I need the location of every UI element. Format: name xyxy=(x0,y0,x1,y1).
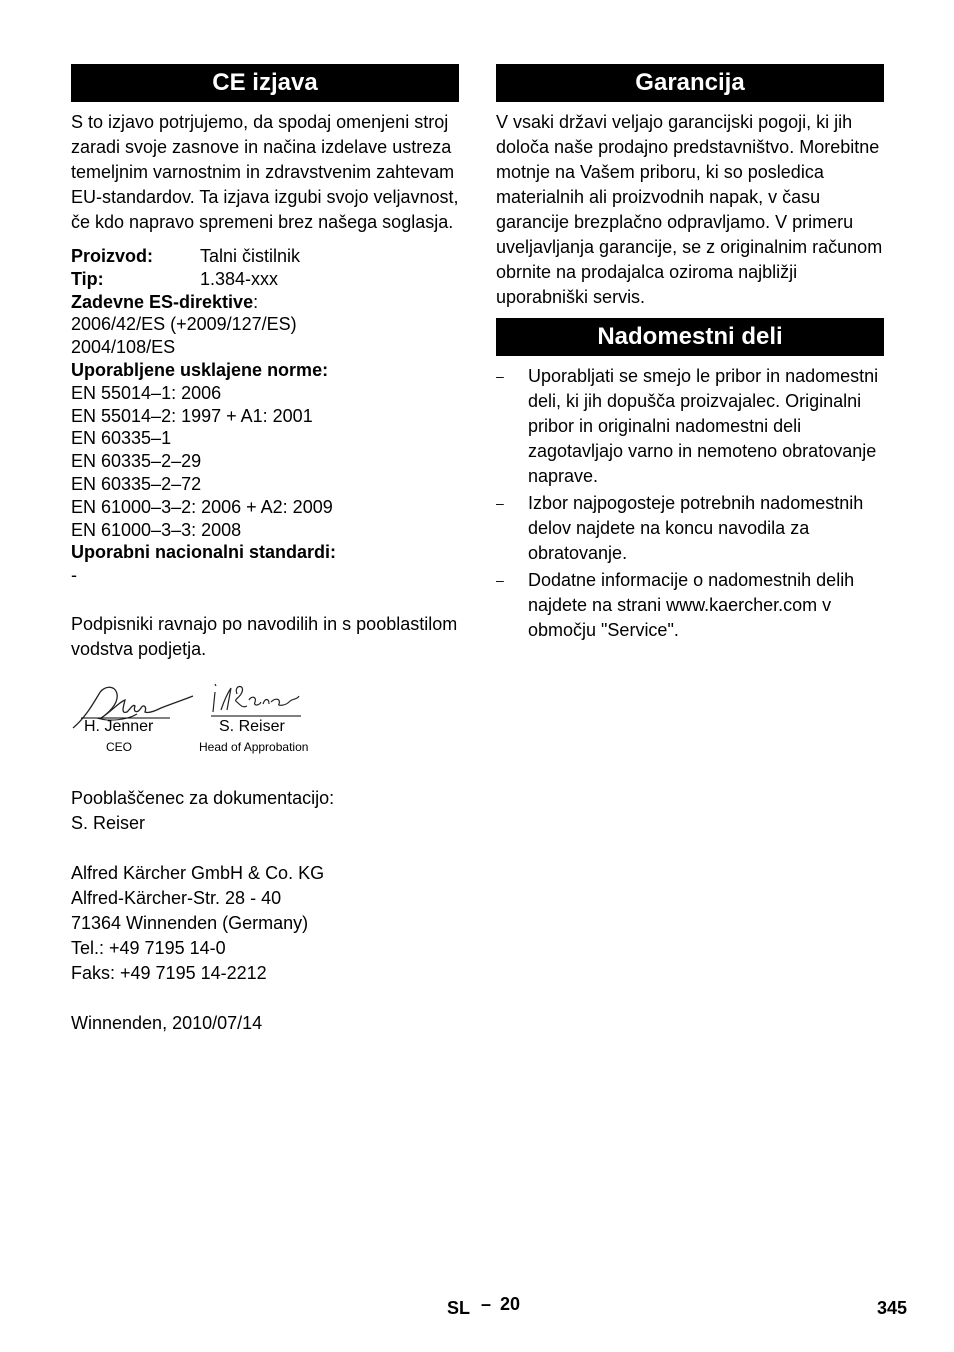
signature-block xyxy=(71,674,459,776)
norm-item: EN 55014–2: 1997 + A1: 2001 xyxy=(71,405,313,426)
signer-title-ceo: CEO xyxy=(106,739,133,754)
list-item xyxy=(496,568,884,643)
product-label: Proizvod: xyxy=(71,246,154,266)
warranty-heading: Garancija xyxy=(496,64,884,102)
place-date: Winnenden, 2010/07/14 xyxy=(71,1012,263,1033)
norm-item: EN 60335–2–29 xyxy=(71,451,202,472)
national-standards-label: Uporabni nacionalni standardi: xyxy=(71,542,337,563)
norms-label: Uporabljene usklajene norme: xyxy=(71,359,329,380)
spare-parts-list xyxy=(496,364,884,643)
type-value: 1.384-xxx xyxy=(200,268,279,289)
bullet-dash: – xyxy=(496,368,504,384)
address-line: Tel.: +49 7195 14-0 xyxy=(71,937,226,958)
spare-parts-heading: Nadomestni deli xyxy=(496,318,884,356)
address-line: Faks: +49 7195 14-2212 xyxy=(71,962,267,983)
address-line: Alfred Kärcher GmbH & Co. KG xyxy=(71,862,325,883)
documentation-rep xyxy=(71,786,459,836)
signer-name-reiser: S. Reiser xyxy=(219,717,285,735)
footer-section-page: 20 xyxy=(500,1294,521,1314)
signer-name-jenner: H. Jenner xyxy=(84,717,154,735)
signatories-paragraph: Podpisniki ravnajo po navodilih in s pooblastilom vodstva podjetja. xyxy=(71,613,458,659)
directives-heading xyxy=(71,291,459,314)
list-item-text: Dodatne informacije o nadomestnih delih najdete na strani www.kaercher.com v območju "Service". xyxy=(528,570,855,640)
right-column xyxy=(496,64,884,645)
norm-item: EN 55014–1: 2006 xyxy=(71,382,222,403)
ce-declaration-heading: CE izjava xyxy=(71,64,459,102)
type-row xyxy=(71,268,459,291)
product-value: Talni čistilnik xyxy=(200,246,301,266)
documentation-rep-name: S. Reiser xyxy=(71,812,146,833)
ce-spec-block xyxy=(71,245,459,587)
address-line: Alfred-Kärcher-Str. 28 - 40 xyxy=(71,887,282,908)
directive-item: 2006/42/ES (+2009/127/ES) xyxy=(71,314,297,335)
left-column xyxy=(71,64,459,1036)
norm-item: EN 61000–3–3: 2008 xyxy=(71,519,242,540)
footer-dash: – xyxy=(481,1294,492,1314)
list-item-text: Izbor najpogosteje potrebnih nadomestnih delov najdete na koncu navodila za obratovanje. xyxy=(528,493,864,563)
warranty-paragraph: V vsaki državi veljajo garancijski pogoji, ki jih določa naše prodajno predstavništvo. Morebitne motnje na Vašem priboru, ki so posledica materialnih ali proizvodnih napak, v času garancije brezplačno odpravljamo. V primeru uveljavljanja garancije, se z originalnim računom obrnite na prodajalca oziroma najbližji uporabniški servis. xyxy=(496,112,883,307)
documentation-rep-label: Pooblaščenec za dokumentacijo: xyxy=(71,787,335,808)
norm-item: EN 61000–3–2: 2006 + A2: 2009 xyxy=(71,496,333,517)
company-address xyxy=(71,861,459,986)
signer-title-approbation: Head of Approbation xyxy=(199,739,309,754)
address-line: 71364 Winnenden (Germany) xyxy=(71,912,309,933)
bullet-dash: – xyxy=(496,495,504,511)
product-row xyxy=(71,245,459,268)
list-item-text: Uporabljati se smejo le pribor in nadomestni deli, ki jih dopušča proizvajalec. Originalni pribor in originalni nadomestni deli zagotavljajo varno in nemoteno obratovanje naprave. xyxy=(528,366,879,486)
directives-colon: : xyxy=(253,291,259,312)
list-item xyxy=(496,491,884,566)
footer-language: SL xyxy=(447,1298,471,1318)
norm-item: EN 60335–2–72 xyxy=(71,473,202,494)
type-label: Tip: xyxy=(71,268,104,289)
directive-item: 2004/108/ES xyxy=(71,337,176,358)
national-standards-value: - xyxy=(71,565,77,586)
directives-label: Zadevne ES-direktive xyxy=(71,291,254,312)
ce-intro-paragraph: S to izjavo potrjujemo, da spodaj omenjeni stroj zaradi svoje zasnove in načina izdelave ustreza temeljnim varnostnim in zdravstvenim zahtevam EU-standardov. Ta izjava izgubi svojo veljavnost, če kdo napravo spremeni brez našega soglasja. xyxy=(71,112,459,232)
norm-item: EN 60335–1 xyxy=(71,428,172,449)
page-number: 345 xyxy=(877,1298,908,1318)
list-item xyxy=(496,364,884,489)
bullet-dash: – xyxy=(496,572,504,588)
